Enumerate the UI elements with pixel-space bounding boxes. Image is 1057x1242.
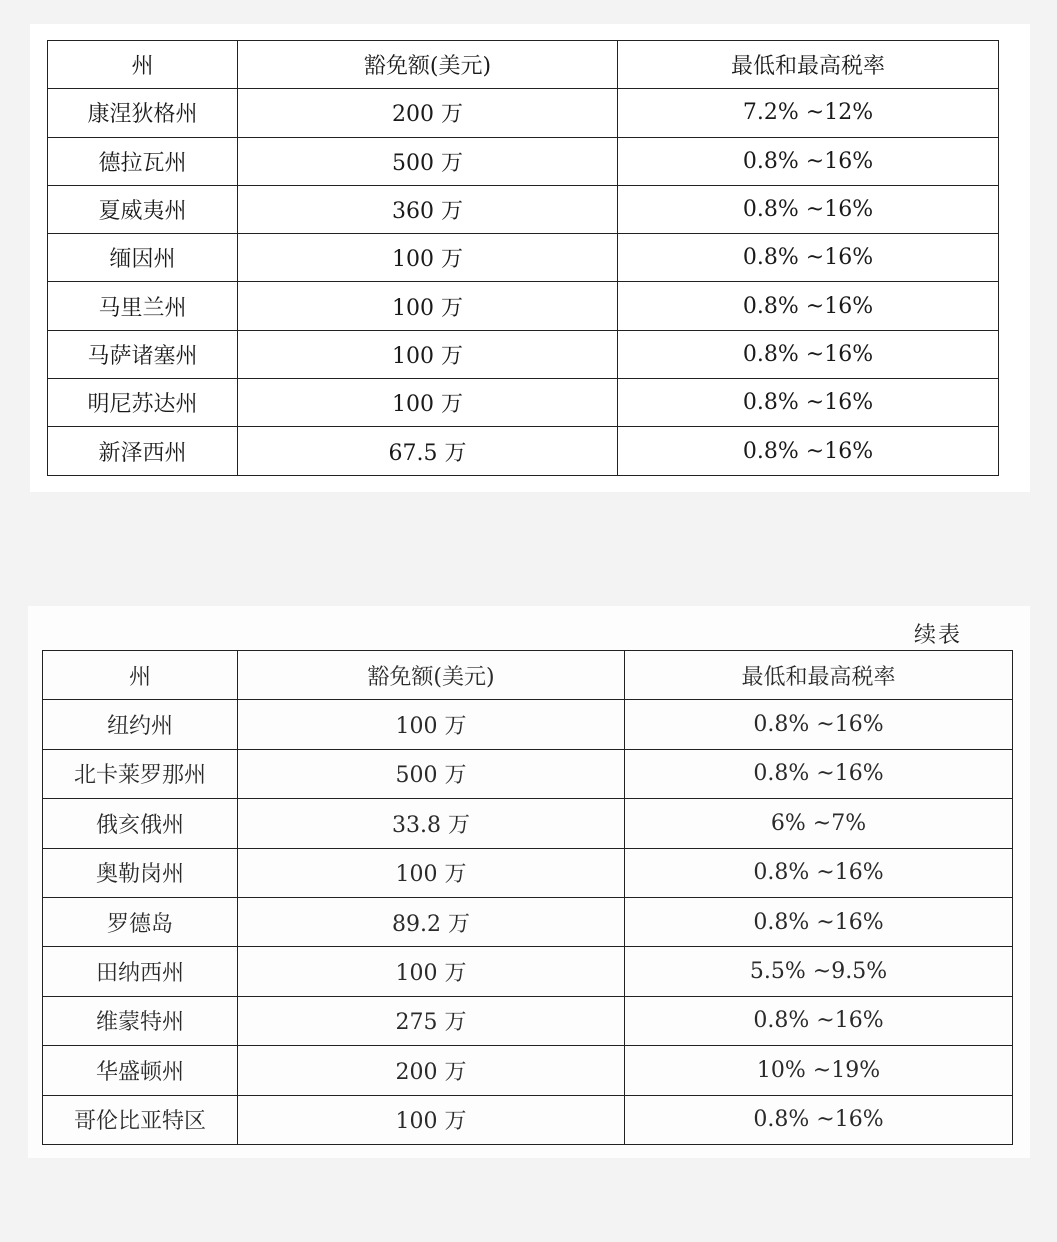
estate-tax-table-2 [42, 650, 1013, 1145]
state-cell: 维蒙特州 [43, 996, 238, 1045]
exemption-cell: 100 万 [238, 700, 625, 749]
table-row [48, 234, 999, 282]
exemption-cell: 100 万 [238, 1095, 625, 1144]
table-row [48, 379, 999, 427]
continuation-label: 续表 [913, 623, 962, 648]
table-row [43, 1046, 1013, 1095]
tax-rate-cell: 0.8% ~16% [625, 848, 1013, 897]
tax-rate-cell: 0.8% ~16% [625, 700, 1013, 749]
table-row [43, 799, 1013, 848]
exemption-cell: 275 万 [238, 996, 625, 1045]
state-cell: 罗德岛 [43, 897, 238, 946]
state-cell: 夏威夷州 [48, 185, 238, 233]
header-exemption: 豁免额(美元) [238, 651, 625, 700]
state-cell: 田纳西州 [43, 947, 238, 996]
exemption-cell: 500 万 [238, 137, 618, 185]
header-state: 州 [48, 41, 238, 89]
state-cell: 马里兰州 [48, 282, 238, 330]
exemption-cell: 67.5 万 [238, 427, 618, 475]
exemption-cell: 500 万 [238, 749, 625, 798]
header-tax-rate: 最低和最高税率 [618, 41, 999, 89]
exemption-cell: 33.8 万 [238, 799, 625, 848]
exemption-cell: 100 万 [238, 282, 618, 330]
header-tax-rate: 最低和最高税率 [625, 651, 1013, 700]
table-row [48, 185, 999, 233]
estate-tax-table-1 [47, 40, 999, 476]
tax-rate-cell: 0.8% ~16% [618, 330, 999, 378]
table-row [43, 700, 1013, 749]
tax-rate-cell: 10% ~19% [625, 1046, 1013, 1095]
state-cell: 奥勒岗州 [43, 848, 238, 897]
tax-rate-cell: 0.8% ~16% [625, 749, 1013, 798]
table-row [48, 282, 999, 330]
state-cell: 北卡莱罗那州 [43, 749, 238, 798]
tax-rate-cell: 0.8% ~16% [625, 1095, 1013, 1144]
tax-rate-cell: 0.8% ~16% [618, 137, 999, 185]
exemption-cell: 360 万 [238, 185, 618, 233]
state-cell: 华盛顿州 [43, 1046, 238, 1095]
exemption-cell: 100 万 [238, 379, 618, 427]
table-row [48, 427, 999, 475]
exemption-cell: 200 万 [238, 1046, 625, 1095]
exemption-cell: 100 万 [238, 330, 618, 378]
state-cell: 俄亥俄州 [43, 799, 238, 848]
table-header-row [43, 651, 1013, 700]
table-row [43, 749, 1013, 798]
state-cell: 康涅狄格州 [48, 89, 238, 137]
exemption-cell: 100 万 [238, 947, 625, 996]
exemption-cell: 200 万 [238, 89, 618, 137]
table-row [43, 1095, 1013, 1144]
table-panel-1 [30, 24, 1030, 492]
state-cell: 纽约州 [43, 700, 238, 749]
tax-rate-cell: 0.8% ~16% [618, 234, 999, 282]
table-row [43, 947, 1013, 996]
table-row [48, 330, 999, 378]
exemption-cell: 89.2 万 [238, 897, 625, 946]
state-cell: 新泽西州 [48, 427, 238, 475]
table-row [43, 848, 1013, 897]
table-row [43, 897, 1013, 946]
table-panel-2 [28, 606, 1030, 1158]
state-cell: 马萨诸塞州 [48, 330, 238, 378]
table-row [48, 137, 999, 185]
tax-rate-cell: 5.5% ~9.5% [625, 947, 1013, 996]
tax-rate-cell: 0.8% ~16% [618, 282, 999, 330]
table-row [43, 996, 1013, 1045]
tax-rate-cell: 6% ~7% [625, 799, 1013, 848]
tax-rate-cell: 7.2% ~12% [618, 89, 999, 137]
exemption-cell: 100 万 [238, 848, 625, 897]
table-header-row [48, 41, 999, 89]
state-cell: 德拉瓦州 [48, 137, 238, 185]
state-cell: 哥伦比亚特区 [43, 1095, 238, 1144]
state-cell: 缅因州 [48, 234, 238, 282]
tax-rate-cell: 0.8% ~16% [625, 897, 1013, 946]
table-row [48, 89, 999, 137]
tax-rate-cell: 0.8% ~16% [625, 996, 1013, 1045]
tax-rate-cell: 0.8% ~16% [618, 185, 999, 233]
tax-rate-cell: 0.8% ~16% [618, 379, 999, 427]
tax-rate-cell: 0.8% ~16% [618, 427, 999, 475]
header-state: 州 [43, 651, 238, 700]
state-cell: 明尼苏达州 [48, 379, 238, 427]
header-exemption: 豁免额(美元) [238, 41, 618, 89]
exemption-cell: 100 万 [238, 234, 618, 282]
